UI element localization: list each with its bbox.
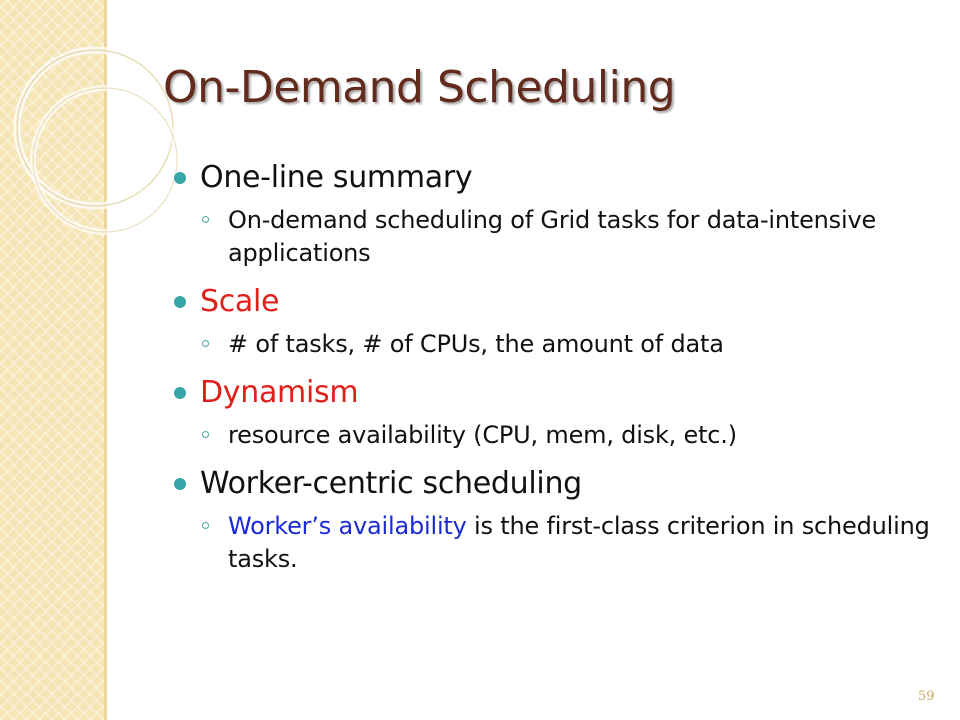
sub-bullet-item <box>172 419 932 452</box>
bullet-text: One-line summary <box>200 160 473 195</box>
bullet-list <box>172 156 932 586</box>
sub-bullet-item <box>172 510 932 576</box>
sub-bullet-item <box>172 204 932 270</box>
highlighted-text: Worker’s availability <box>228 512 467 540</box>
bullet-text: Dynamism <box>200 375 359 410</box>
bullet-item <box>172 462 932 506</box>
bullet-item <box>172 156 932 200</box>
decorative-rings-icon <box>0 0 180 260</box>
sub-bullet-ring-icon <box>202 216 209 223</box>
bullet-text: Scale <box>200 284 280 319</box>
sub-bullet-text: is the first-class criterion in scheduling tasks. <box>228 512 930 573</box>
bullet-dot-icon <box>174 478 186 490</box>
bullet-dot-icon <box>174 387 186 399</box>
sub-bullet-ring-icon <box>202 522 209 529</box>
bullet-item <box>172 280 932 324</box>
sub-bullet-ring-icon <box>202 431 209 438</box>
page-number: 59 <box>918 689 935 704</box>
bullet-dot-icon <box>174 172 186 184</box>
sub-bullet-ring-icon <box>202 340 209 347</box>
sub-bullet-text: # of tasks, # of CPUs, the amount of data <box>228 330 724 358</box>
bullet-item <box>172 371 932 415</box>
bullet-text: Worker-centric scheduling <box>200 466 582 501</box>
sub-bullet-text: resource availability (CPU, mem, disk, etc.) <box>228 421 737 449</box>
bullet-dot-icon <box>174 296 186 308</box>
sub-bullet-item <box>172 328 932 361</box>
sub-bullet-text: On-demand scheduling of Grid tasks for data-intensive applications <box>228 206 877 267</box>
slide-title: On-Demand Scheduling <box>163 62 676 113</box>
